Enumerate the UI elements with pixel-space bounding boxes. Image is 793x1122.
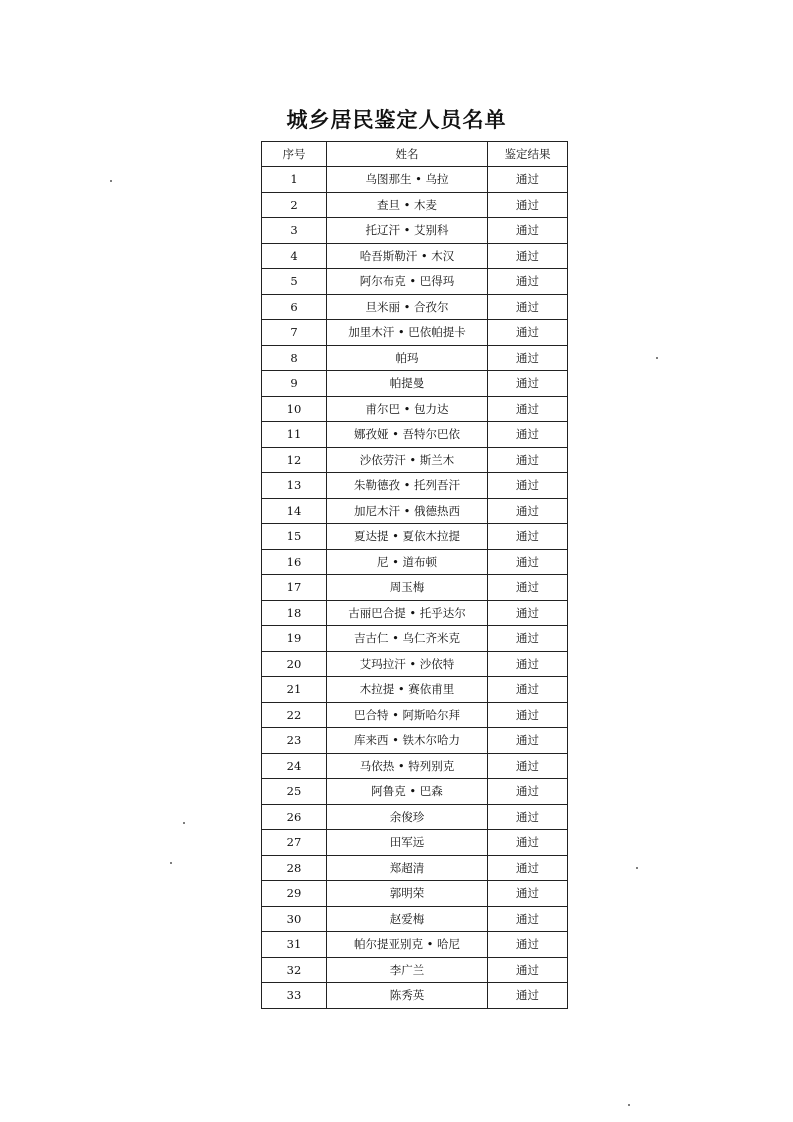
row-index: 31 — [262, 932, 327, 958]
row-index: 17 — [262, 575, 327, 601]
row-result: 通过 — [488, 906, 568, 932]
row-name: 托辽汗 • 艾别科 — [327, 218, 488, 244]
table-row — [262, 498, 568, 524]
row-result: 通过 — [488, 320, 568, 346]
row-index: 1 — [262, 167, 327, 193]
table-row — [262, 677, 568, 703]
row-index: 2 — [262, 192, 327, 218]
header-index: 序号 — [262, 142, 327, 167]
row-name: 夏达提 • 夏依木拉提 — [327, 524, 488, 550]
table-row — [262, 600, 568, 626]
table-body — [262, 167, 568, 1009]
row-result: 通过 — [488, 192, 568, 218]
row-name: 加里木汗 • 巴依帕提卡 — [327, 320, 488, 346]
row-index: 4 — [262, 243, 327, 269]
table-row — [262, 396, 568, 422]
table-header-row — [262, 142, 568, 167]
row-index: 9 — [262, 371, 327, 397]
row-index: 20 — [262, 651, 327, 677]
row-name: 帕尔提亚别克 • 哈尼 — [327, 932, 488, 958]
row-result: 通过 — [488, 218, 568, 244]
row-result: 通过 — [488, 447, 568, 473]
row-index: 32 — [262, 957, 327, 983]
row-name: 加尼木汗 • 俄德热西 — [327, 498, 488, 524]
row-name: 古丽巴合提 • 托乎达尔 — [327, 600, 488, 626]
scan-speck — [636, 867, 638, 869]
row-index: 11 — [262, 422, 327, 448]
table-row — [262, 855, 568, 881]
scan-speck — [110, 180, 112, 182]
table-row — [262, 218, 568, 244]
row-index: 29 — [262, 881, 327, 907]
row-name: 郭明荣 — [327, 881, 488, 907]
row-index: 14 — [262, 498, 327, 524]
row-index: 30 — [262, 906, 327, 932]
row-result: 通过 — [488, 422, 568, 448]
table-row — [262, 626, 568, 652]
table-row — [262, 167, 568, 193]
row-index: 8 — [262, 345, 327, 371]
row-result: 通过 — [488, 855, 568, 881]
table-row — [262, 702, 568, 728]
row-index: 26 — [262, 804, 327, 830]
row-result: 通过 — [488, 396, 568, 422]
row-index: 16 — [262, 549, 327, 575]
row-result: 通过 — [488, 549, 568, 575]
table-row — [262, 524, 568, 550]
row-result: 通过 — [488, 473, 568, 499]
table-row — [262, 294, 568, 320]
row-result: 通过 — [488, 753, 568, 779]
row-name: 马依热 • 特列别克 — [327, 753, 488, 779]
table-row — [262, 549, 568, 575]
row-result: 通过 — [488, 779, 568, 805]
table-row — [262, 192, 568, 218]
row-result: 通过 — [488, 728, 568, 754]
row-result: 通过 — [488, 830, 568, 856]
row-index: 23 — [262, 728, 327, 754]
row-name: 阿鲁克 • 巴森 — [327, 779, 488, 805]
row-index: 12 — [262, 447, 327, 473]
row-name: 朱勒德孜 • 托列吾汗 — [327, 473, 488, 499]
table-row — [262, 881, 568, 907]
table-row — [262, 728, 568, 754]
row-index: 25 — [262, 779, 327, 805]
scan-speck — [628, 1104, 630, 1106]
table-row — [262, 830, 568, 856]
row-name: 余俊珍 — [327, 804, 488, 830]
row-result: 通过 — [488, 804, 568, 830]
row-name: 查旦 • 木麦 — [327, 192, 488, 218]
row-index: 13 — [262, 473, 327, 499]
row-index: 18 — [262, 600, 327, 626]
table-row — [262, 269, 568, 295]
scan-speck — [656, 357, 658, 359]
row-index: 24 — [262, 753, 327, 779]
table-row — [262, 651, 568, 677]
row-name: 乌图那生 • 乌拉 — [327, 167, 488, 193]
row-index: 3 — [262, 218, 327, 244]
table-row — [262, 575, 568, 601]
row-result: 通过 — [488, 167, 568, 193]
table-row — [262, 243, 568, 269]
row-result: 通过 — [488, 269, 568, 295]
row-name: 帕提曼 — [327, 371, 488, 397]
table-row — [262, 804, 568, 830]
row-result: 通过 — [488, 600, 568, 626]
row-index: 22 — [262, 702, 327, 728]
row-result: 通过 — [488, 345, 568, 371]
row-result: 通过 — [488, 881, 568, 907]
row-index: 27 — [262, 830, 327, 856]
row-name: 阿尔布克 • 巴得玛 — [327, 269, 488, 295]
row-name: 郑超清 — [327, 855, 488, 881]
row-name: 艾玛拉汗 • 沙依特 — [327, 651, 488, 677]
row-index: 10 — [262, 396, 327, 422]
row-name: 沙依劳汗 • 斯兰木 — [327, 447, 488, 473]
table-row — [262, 345, 568, 371]
header-result: 鉴定结果 — [488, 142, 568, 167]
row-result: 通过 — [488, 575, 568, 601]
row-name: 尼 • 道布顿 — [327, 549, 488, 575]
table-row — [262, 422, 568, 448]
row-name: 陈秀英 — [327, 983, 488, 1009]
roster-table — [261, 141, 568, 1009]
row-name: 吉古仁 • 乌仁齐米克 — [327, 626, 488, 652]
table-row — [262, 320, 568, 346]
row-name: 库来西 • 铁木尔哈力 — [327, 728, 488, 754]
row-index: 28 — [262, 855, 327, 881]
row-name: 田军远 — [327, 830, 488, 856]
row-result: 通过 — [488, 371, 568, 397]
scan-speck — [170, 862, 172, 864]
table-row — [262, 779, 568, 805]
row-index: 15 — [262, 524, 327, 550]
header-name: 姓名 — [327, 142, 488, 167]
row-result: 通过 — [488, 524, 568, 550]
scan-speck — [183, 822, 185, 824]
row-name: 木拉提 • 赛依甫里 — [327, 677, 488, 703]
row-index: 7 — [262, 320, 327, 346]
row-name: 周玉梅 — [327, 575, 488, 601]
row-index: 33 — [262, 983, 327, 1009]
row-name: 巴合特 • 阿斯哈尔拜 — [327, 702, 488, 728]
table-row — [262, 473, 568, 499]
row-name: 帕玛 — [327, 345, 488, 371]
row-result: 通过 — [488, 294, 568, 320]
table-row — [262, 906, 568, 932]
row-result: 通过 — [488, 677, 568, 703]
page-title: 城乡居民鉴定人员名单 — [286, 107, 507, 132]
row-index: 5 — [262, 269, 327, 295]
row-name: 甫尔巴 • 包力达 — [327, 396, 488, 422]
row-result: 通过 — [488, 983, 568, 1009]
row-index: 6 — [262, 294, 327, 320]
row-result: 通过 — [488, 626, 568, 652]
table-row — [262, 371, 568, 397]
row-result: 通过 — [488, 651, 568, 677]
row-name: 赵爱梅 — [327, 906, 488, 932]
table-row — [262, 447, 568, 473]
row-result: 通过 — [488, 498, 568, 524]
row-name: 旦米丽 • 合孜尔 — [327, 294, 488, 320]
row-result: 通过 — [488, 957, 568, 983]
row-name: 哈吾斯勒汗 • 木汉 — [327, 243, 488, 269]
row-result: 通过 — [488, 243, 568, 269]
row-name: 娜孜娅 • 吾特尔巴依 — [327, 422, 488, 448]
row-name: 李广兰 — [327, 957, 488, 983]
table-row — [262, 957, 568, 983]
row-result: 通过 — [488, 702, 568, 728]
row-index: 21 — [262, 677, 327, 703]
table-row — [262, 983, 568, 1009]
table-row — [262, 932, 568, 958]
table-row — [262, 753, 568, 779]
row-index: 19 — [262, 626, 327, 652]
row-result: 通过 — [488, 932, 568, 958]
